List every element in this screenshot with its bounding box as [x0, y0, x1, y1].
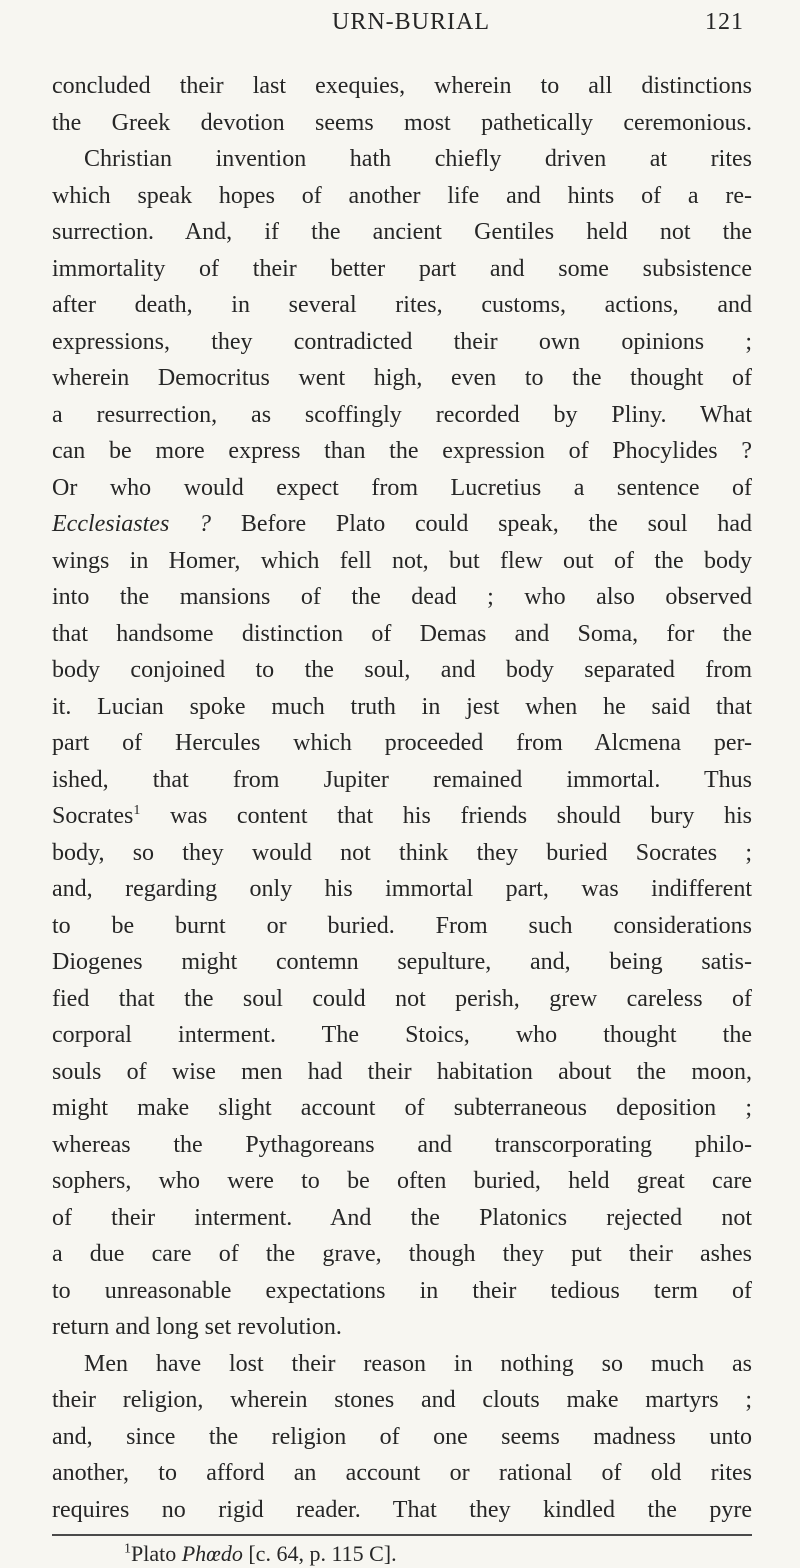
text-line: part of Hercules which proceeded from Alcmena per- [52, 730, 752, 756]
text-line: Christian invention hath chiefly driven at rites [84, 146, 752, 172]
italic-ecclesiastes: Ecclesiastes ? [52, 511, 212, 537]
text-line: surrection. And, if the ancient Gentiles held not the [52, 219, 752, 245]
text-line: a due care of the grave, though they put their ashes [52, 1241, 752, 1267]
footnote-suffix: [c. 64, p. 115 C]. [242, 1541, 397, 1566]
text-line: fied that the soul could not perish, grew careless of [52, 985, 752, 1012]
text-line: the Greek devotion seems most pathetically ceremonious. [52, 109, 752, 136]
footnote-rule [52, 1534, 752, 1536]
text-line: a resurrection, as scoffingly recorded by Pliny. What [52, 401, 752, 428]
footnote-reference: 1 [133, 803, 141, 818]
text-line: Diogenes might contemn sepulture, and, being satis- [52, 949, 752, 975]
text-line: which speak hopes of another life and hints of a re- [52, 182, 752, 209]
text-line: another, to afford an account or rational of old rites [52, 1460, 752, 1486]
text-line: ished, that from Jupiter remained immortal. Thus [52, 766, 752, 793]
text-line-rest: was content that his friends should bury his [169, 803, 752, 829]
text-line: to unreasonable expectations in their tedious term of [52, 1277, 752, 1304]
socrates-word: Socrates [52, 803, 134, 829]
body-text [52, 68, 752, 1528]
text-line-rest: Before Plato could speak, the soul had [240, 511, 752, 537]
text-line: Or who would expect from Lucretius a sentence of [52, 474, 752, 501]
text-line: sophers, who were to be often buried, held great care [52, 1168, 752, 1194]
text-line: body, so they would not think they buried Socrates ; [52, 839, 752, 866]
text-line: it. Lucian spoke much truth in jest when he said that [52, 693, 752, 720]
text-line: concluded their last exequies, wherein to all distinctions [52, 73, 752, 99]
text-line [52, 506, 752, 543]
footnote-italic-title: Phœdo [181, 1541, 243, 1566]
text-line: expressions, they contradicted their own opinions ; [52, 328, 752, 355]
text-line: that handsome distinction of Demas and Soma, for the [52, 620, 752, 647]
running-head [52, 0, 752, 40]
text-line: their religion, wherein stones and clouts make martyrs ; [52, 1387, 752, 1413]
text-line: corporal interment. The Stoics, who thought the [52, 1022, 752, 1048]
running-title: URN-BURIAL [332, 9, 490, 35]
text-line: into the mansions of the dead ; who also observed [52, 584, 752, 610]
footnote-marker: 1 [124, 1541, 131, 1557]
text-line: wherein Democritus went high, even to the thought of [52, 365, 752, 391]
text-line: immortality of their better part and some subsistence [52, 255, 752, 282]
text-line: souls of wise men had their habitation about the moon, [52, 1058, 752, 1085]
text-line: wings in Homer, which fell not, but flew out of the body [52, 547, 752, 574]
text-line: might make slight account of subterraneous deposition ; [52, 1095, 752, 1121]
footnote-prefix: Plato [131, 1541, 182, 1566]
text-line: return and long set revolution. [52, 1314, 342, 1340]
page-number: 121 [705, 9, 744, 35]
text-line: Men have lost their reason in nothing so much as [84, 1350, 752, 1377]
text-line: to be burnt or buried. From such considerations [52, 912, 752, 939]
text-line: after death, in several rites, customs, actions, and [52, 292, 752, 318]
text-line: requires no rigid reader. That they kindled the pyre [52, 1496, 752, 1523]
text-line: and, regarding only his immortal part, was indifferent [52, 876, 752, 902]
text-line: and, since the religion of one seems madness unto [52, 1423, 752, 1450]
text-line: whereas the Pythagoreans and transcorporating philo- [52, 1131, 752, 1158]
text-line: of their interment. And the Platonics rejected not [52, 1204, 752, 1231]
footnote [52, 1540, 752, 1568]
text-line [52, 798, 752, 835]
text-line: can be more express than the expression of Phocylides ? [52, 438, 752, 464]
text-line: body conjoined to the soul, and body separated from [52, 657, 752, 683]
